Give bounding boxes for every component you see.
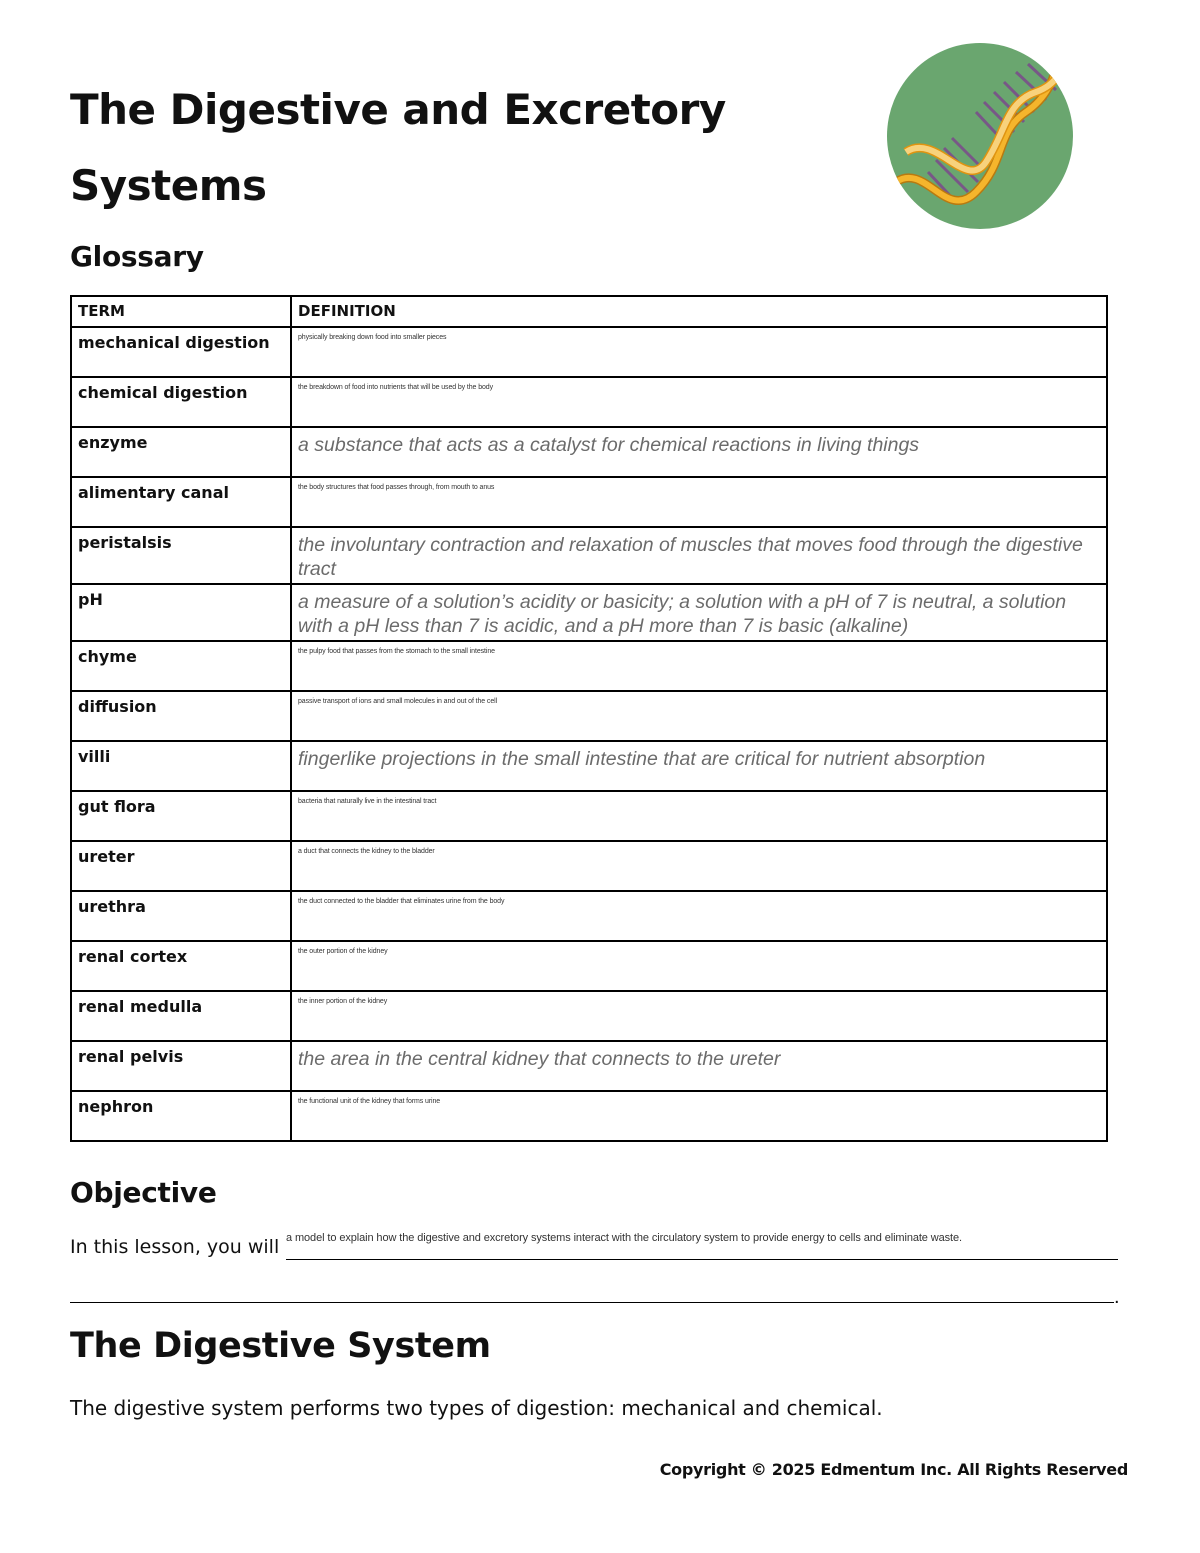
page-title: The Digestive and Excretory Systems	[70, 85, 726, 210]
objective-answer-field[interactable]: a model to explain how the digestive and excretory systems interact with the circulatory system to provide energy to cells and eliminate waste.	[286, 1232, 1118, 1260]
term-cell: villi	[71, 741, 291, 791]
term-cell: enzyme	[71, 427, 291, 477]
term-cell: pH	[71, 584, 291, 641]
objective-period: .	[1114, 1286, 1120, 1308]
table-row	[71, 841, 1107, 891]
logo-circle	[887, 43, 1073, 229]
column-header-term: TERM	[71, 296, 291, 327]
table-row	[71, 691, 1107, 741]
table-row	[71, 527, 1107, 584]
table-row	[71, 377, 1107, 427]
definition-field[interactable]: the pulpy food that passes from the stomach to the small intestine	[291, 641, 1107, 691]
definition-field[interactable]: the functional unit of the kidney that forms urine	[291, 1091, 1107, 1141]
definition-field[interactable]: a substance that acts as a catalyst for chemical reactions in living things	[291, 427, 1107, 477]
definition-field[interactable]: fingerlike projections in the small intestine that are critical for nutrient absorption	[291, 741, 1107, 791]
definition-field[interactable]: bacteria that naturally live in the intestinal tract	[291, 791, 1107, 841]
term-cell: chemical digestion	[71, 377, 291, 427]
definition-field[interactable]: a duct that connects the kidney to the bladder	[291, 841, 1107, 891]
term-cell: urethra	[71, 891, 291, 941]
table-row	[71, 791, 1107, 841]
objective-heading: Objective	[70, 1176, 217, 1209]
term-cell: diffusion	[71, 691, 291, 741]
definition-field[interactable]: the duct connected to the bladder that eliminates urine from the body	[291, 891, 1107, 941]
definition-field[interactable]: the breakdown of food into nutrients that will be used by the body	[291, 377, 1107, 427]
term-cell: renal medulla	[71, 991, 291, 1041]
definition-field[interactable]: the involuntary contraction and relaxation of muscles that moves food through the digestive tract	[291, 527, 1107, 584]
table-row	[71, 641, 1107, 691]
table-row	[71, 477, 1107, 527]
digestive-system-intro: The digestive system performs two types of digestion: mechanical and chemical.	[70, 1396, 883, 1420]
term-cell: chyme	[71, 641, 291, 691]
term-cell: gut flora	[71, 791, 291, 841]
definition-field[interactable]: a measure of a solution’s acidity or basicity; a solution with a pH of 7 is neutral, a solution with a pH less than 7 is acidic, and a pH more than 7 is basic (alkaline)	[291, 584, 1107, 641]
term-cell: ureter	[71, 841, 291, 891]
column-header-definition: DEFINITION	[291, 296, 1107, 327]
glossary-heading: Glossary	[70, 240, 204, 273]
objective-prompt: In this lesson, you will	[70, 1236, 280, 1258]
table-row	[71, 327, 1107, 377]
dna-helix-icon	[886, 42, 1074, 230]
table-row	[71, 741, 1107, 791]
objective-answer-line-2[interactable]	[70, 1302, 1114, 1303]
table-row	[71, 584, 1107, 641]
table-row	[71, 941, 1107, 991]
term-cell: mechanical digestion	[71, 327, 291, 377]
definition-field[interactable]: the inner portion of the kidney	[291, 991, 1107, 1041]
term-cell: renal cortex	[71, 941, 291, 991]
term-cell: nephron	[71, 1091, 291, 1141]
definition-field[interactable]: the body structures that food passes through, from mouth to anus	[291, 477, 1107, 527]
table-row	[71, 427, 1107, 477]
definition-field[interactable]: the outer portion of the kidney	[291, 941, 1107, 991]
term-cell: renal pelvis	[71, 1041, 291, 1091]
definition-field[interactable]: the area in the central kidney that connects to the ureter	[291, 1041, 1107, 1091]
definition-field[interactable]: physically breaking down food into smaller pieces	[291, 327, 1107, 377]
copyright-footer: Copyright © 2025 Edmentum Inc. All Rights Reserved	[659, 1460, 1128, 1479]
glossary-table	[70, 295, 1108, 1142]
table-header-row	[71, 296, 1107, 327]
table-row	[71, 891, 1107, 941]
table-row	[71, 1041, 1107, 1091]
table-row	[71, 991, 1107, 1041]
definition-field[interactable]: passive transport of ions and small molecules in and out of the cell	[291, 691, 1107, 741]
term-cell: alimentary canal	[71, 477, 291, 527]
digestive-system-heading: The Digestive System	[70, 1326, 491, 1366]
table-row	[71, 1091, 1107, 1141]
term-cell: peristalsis	[71, 527, 291, 584]
